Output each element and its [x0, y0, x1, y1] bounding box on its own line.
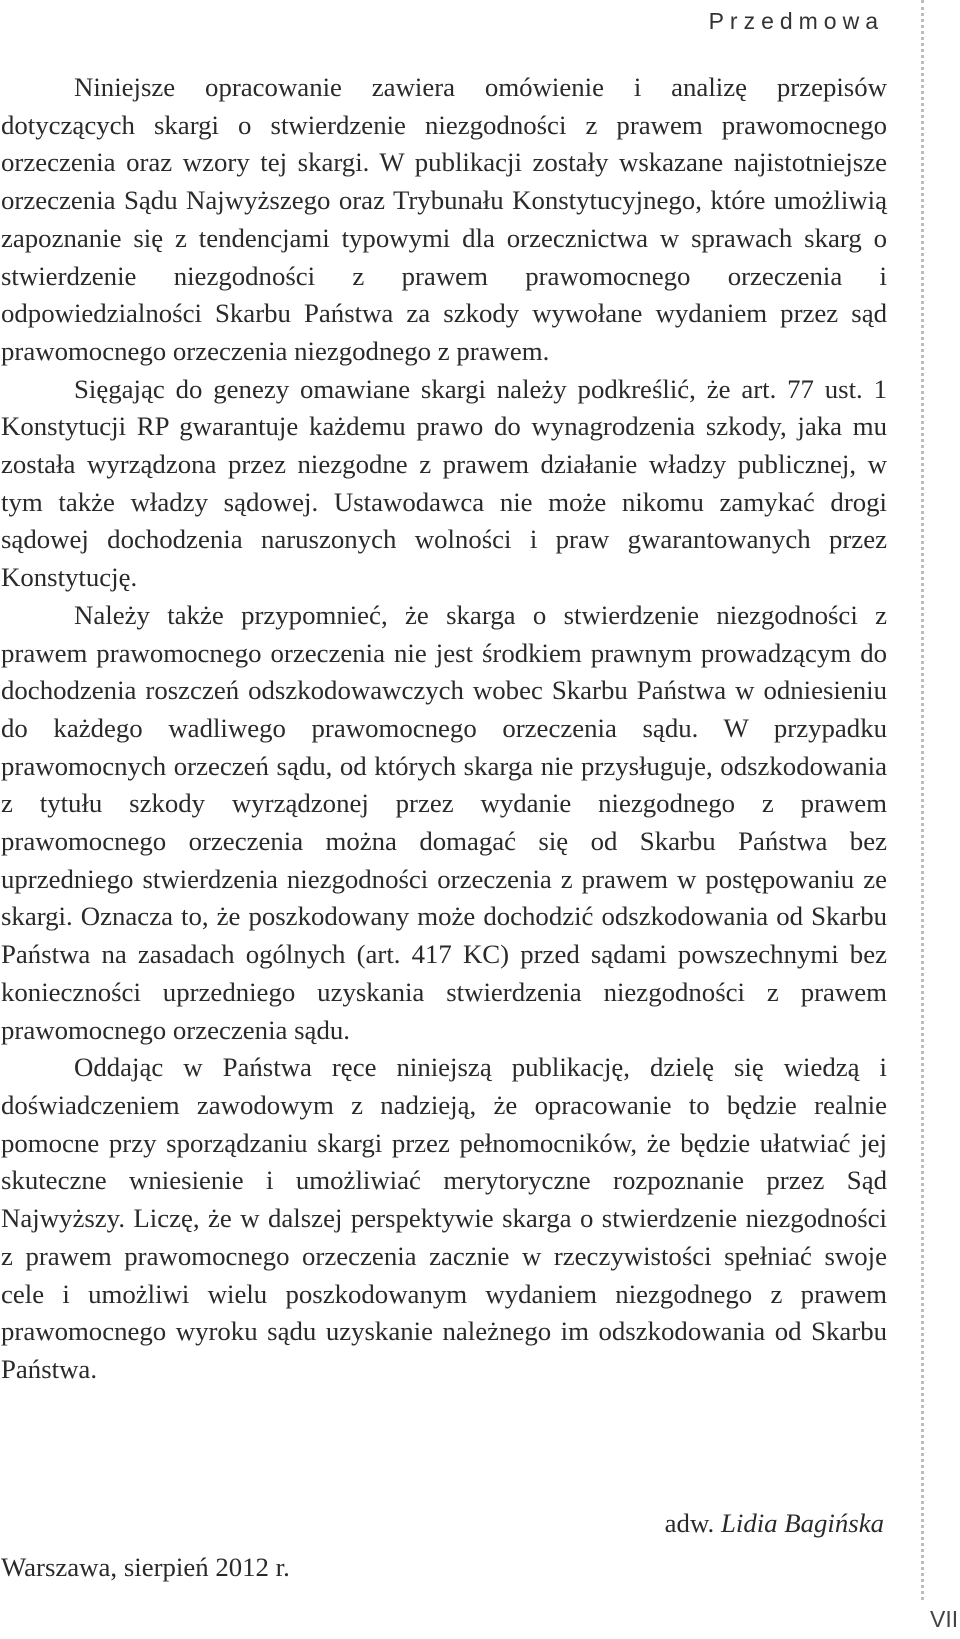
preface-body: [1, 69, 887, 1389]
running-header: Przedmowa: [708, 8, 884, 34]
author-signature: [665, 1508, 884, 1539]
paragraph-1: Niniejsze opracowanie zawiera omówienie i analizę przepisów dotyczących skargi o stwierdzenie niezgodności z prawem prawomocnego orzeczenia oraz wzory tej skargi. W publikacji zostały wskazane najistotniejsze orzeczenia Sądu Najwyższego oraz Trybunału Konstytucyjnego, które umożliwią zapoznanie się z tendencjami typowymi dla orzecznictwa w sprawach skarg o stwierdzenie niezgodności z prawem prawomocnego orzeczenia i odpowiedzialności Skarbu Państwa za szkody wywołane wydaniem przez sąd prawomocnego orzeczenia niezgodnego z prawem.: [1, 72, 887, 366]
margin-dotted-rule: [921, 0, 924, 1600]
author-title: adw.: [664, 1508, 715, 1538]
place-and-date: Warszawa, sierpień 2012 r.: [1, 1552, 290, 1582]
paragraph-2: Sięgając do genezy omawiane skargi należy podkreślić, że art. 77 ust. 1 Konstytucji RP gwarantuje każdemu prawo do wynagrodzenia szkody, jaka mu została wyrządzona przez niezgodne z prawem działanie władzy publicznej, w tym także władzy sądowej. Ustawodawca nie może nikomu zamykać drogi sądowej dochodzenia naruszonych wolności i praw gwarantowanych przez Konstytucję.: [1, 373, 887, 593]
paragraph-4: Oddając w Państwa ręce niniejszą publikację, dzielę się wiedzą i doświadczeniem zawodowym z nadzieją, że opracowanie to będzie realnie pomocne przy sporządzaniu skargi przez pełnomocników, że będzie ułatwiać jej skuteczne wniesienie i umożliwiać merytoryczne rozpoznanie przez Sąd Najwyższy. Liczę, że w dalszej perspektywie skarga o stwierdzenie niezgodności z prawem prawomocnego orzeczenia zacznie w rzeczywistości spełniać swoje cele i umożliwi wielu poszkodowanym wydaniem niezgodnego z prawem prawomocnego wyroku sądu uzyskanie należnego im odszkodowania od Skarbu Państwa.: [1, 1052, 887, 1384]
page-number: VII: [930, 1606, 959, 1632]
paragraph-3: Należy także przypomnieć, że skarga o stwierdzenie niezgodności z prawem prawomocnego orzeczenia nie jest środkiem prawnym prowadzącym do dochodzenia roszczeń odszkodowawczych wobec Skarbu Państwa w odniesieniu do każdego wadliwego prawomocnego orzeczenia sądu. W przypadku prawomocnych orzeczeń sądu, od których skarga nie przysługuje, odszkodowania z tytułu szkody wyrządzonej przez wydanie niezgodnego z prawem prawomocnego orzeczenia można domagać się od Skarbu Państwa bez uprzedniego stwierdzenia niezgodności orzeczenia z prawem w postępowaniu ze skargi. Oznacza to, że poszkodowany może dochodzić odszkodowania od Skarbu Państwa na zasadach ogólnych (art. 417 KC) przed sądami powszechnymi bez konieczności uprzedniego uzyskania stwierdzenia niezgodności z prawem prawomocnego orzeczenia sądu.: [1, 599, 887, 1045]
author-name: Lidia Bagińska: [720, 1508, 884, 1538]
